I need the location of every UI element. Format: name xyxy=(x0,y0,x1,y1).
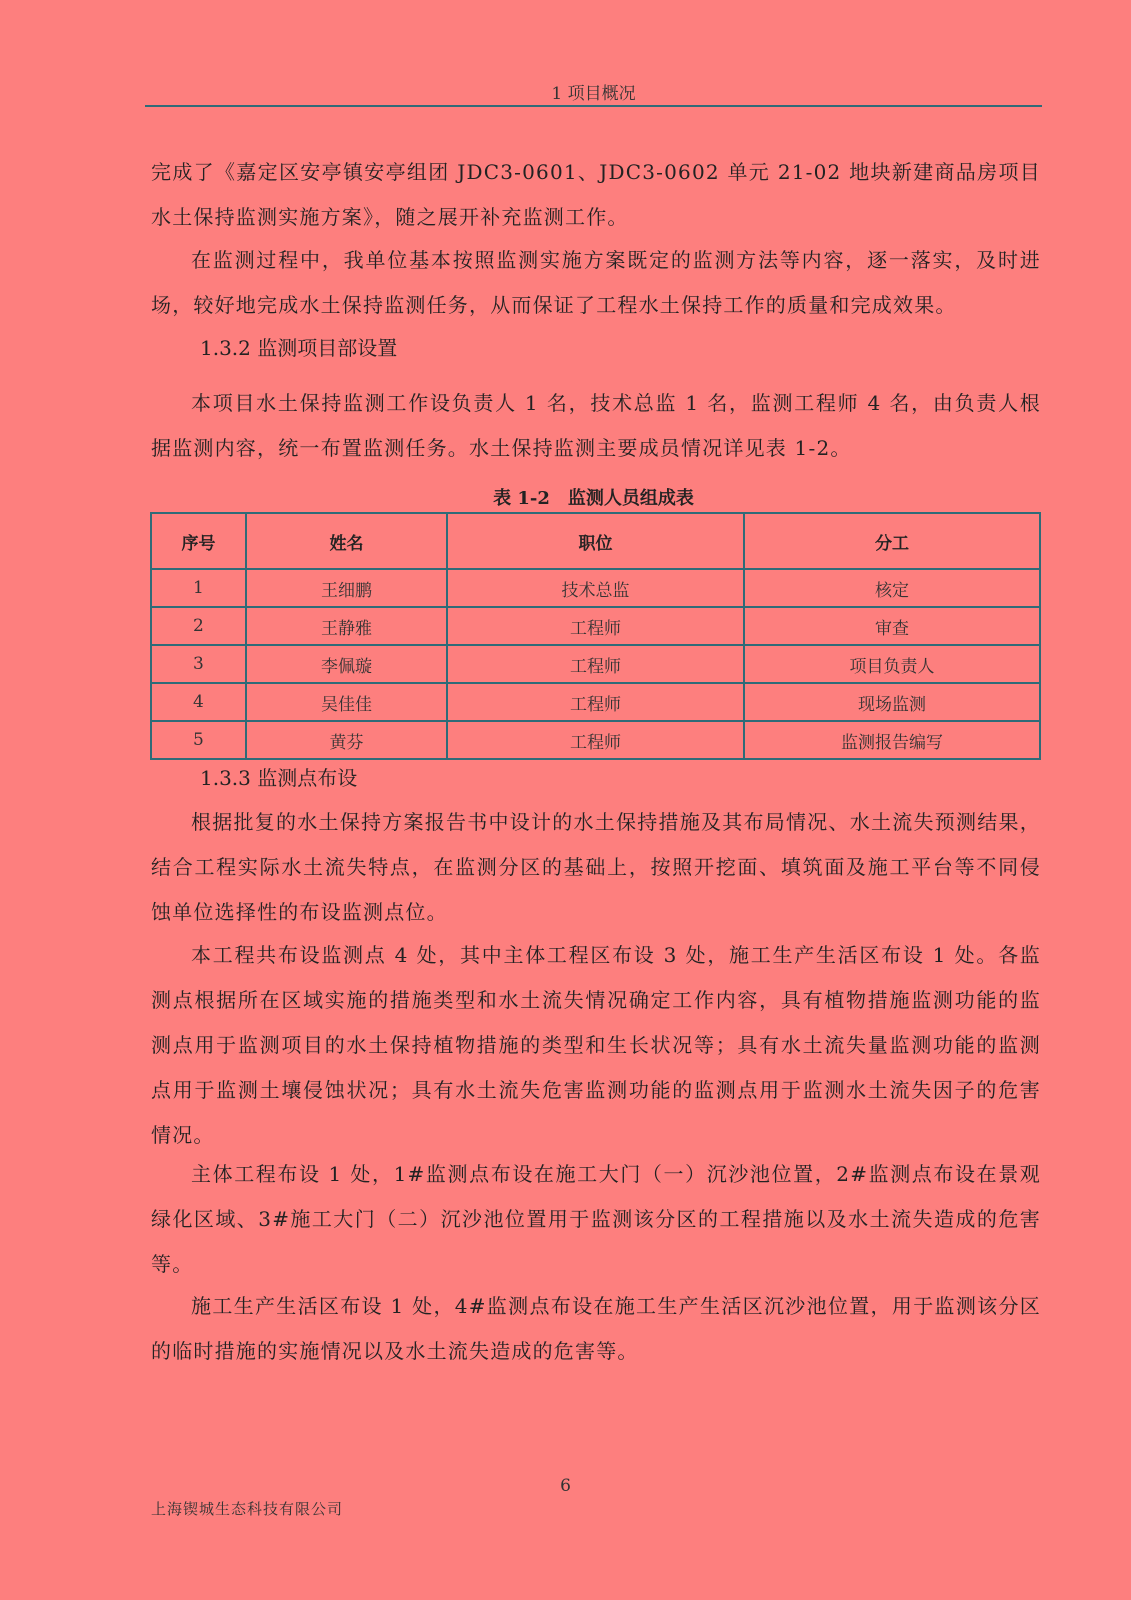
cell-duty: 监测报告编写 xyxy=(744,721,1040,759)
cell-index: 4 xyxy=(151,683,246,721)
table-row xyxy=(151,645,1040,683)
page-number: 6 xyxy=(560,1476,571,1496)
cell-index: 5 xyxy=(151,721,246,759)
cell-index: 1 xyxy=(151,569,246,607)
table-caption: 表 1-2 监测人员组成表 xyxy=(493,488,694,509)
cell-position: 工程师 xyxy=(447,645,744,683)
cell-index: 3 xyxy=(151,645,246,683)
cell-position: 工程师 xyxy=(447,683,744,721)
header-cell-index: 序号 xyxy=(151,513,246,569)
paragraph-construction-area-points: 施工生产生活区布设 1 处，4#监测点布设在施工生产生活区沉沙池位置，用于监测该分区的临时措施的实施情况以及水土流失造成的危害等。 xyxy=(151,1294,1041,1363)
company-name: 上海锲城生态科技有限公司 xyxy=(151,1500,344,1518)
paragraph-monitoring-process: 在监测过程中，我单位基本按照监测实施方案既定的监测方法等内容，逐一落实，及时进场，较好地完成水土保持监测任务，从而保证了工程水土保持工作的质量和完成效果。 xyxy=(151,248,1041,317)
cell-position: 工程师 xyxy=(447,721,744,759)
cell-duty: 审查 xyxy=(744,607,1040,645)
cell-index: 2 xyxy=(151,607,246,645)
cell-name: 王静雅 xyxy=(246,607,447,645)
section-heading-1-3-2: 1.3.2 监测项目部设置 xyxy=(200,336,398,360)
cell-name: 黄芬 xyxy=(246,721,447,759)
table-header-row xyxy=(151,513,1040,569)
table-row xyxy=(151,683,1040,721)
table-row xyxy=(151,569,1040,607)
cell-position: 技术总监 xyxy=(447,569,744,607)
paragraph-point-basis: 根据批复的水土保持方案报告书中设计的水土保持措施及其布局情况、水土流失预测结果，结合工程实际水土流失特点，在监测分区的基础上，按照开挖面、填筑面及施工平台等不同侵蚀单位选择性的布设监测点位。 xyxy=(151,810,1041,924)
cell-name: 吴佳佳 xyxy=(246,683,447,721)
cell-name: 李佩璇 xyxy=(246,645,447,683)
monitoring-staff-table xyxy=(150,512,1041,760)
section-heading-1-3-3: 1.3.3 监测点布设 xyxy=(200,766,358,790)
table-row xyxy=(151,607,1040,645)
cell-name: 王细鹏 xyxy=(246,569,447,607)
cell-duty: 项目负责人 xyxy=(744,645,1040,683)
paragraph-point-count: 本工程共布设监测点 4 处，其中主体工程区布设 3 处，施工生产生活区布设 1 处。各监测点根据所在区域实施的措施类型和水土流失情况确定工作内容，具有植物措施监测功能的监测点用于监测项目的水土保持植物措施的类型和生长状况等；具有水土流失量监测功能的监测点用于监测土壤侵蚀状况；具有水土流失危害监测功能的监测点用于监测水土流失因子的危害情况。 xyxy=(151,943,1041,1147)
cell-duty: 核定 xyxy=(744,569,1040,607)
running-header: 1 项目概况 xyxy=(551,84,636,104)
cell-position: 工程师 xyxy=(447,607,744,645)
paragraph-plan-completed: 完成了《嘉定区安亭镇安亭组团 JDC3-0601、JDC3-0602 单元 21-02 地块新建商品房项目水土保持监测实施方案》，随之展开补充监测工作。 xyxy=(151,160,1041,229)
header-cell-position: 职位 xyxy=(447,513,744,569)
paragraph-main-works-points: 主体工程布设 1 处，1#监测点布设在施工大门（一）沉沙池位置，2#监测点布设在景观绿化区域、3#施工大门（二）沉沙池位置用于监测该分区的工程措施以及水土流失造成的危害等。 xyxy=(151,1162,1041,1276)
header-cell-duty: 分工 xyxy=(744,513,1040,569)
cell-duty: 现场监测 xyxy=(744,683,1040,721)
header-cell-name: 姓名 xyxy=(246,513,447,569)
paragraph-project-team: 本项目水土保持监测工作设负责人 1 名，技术总监 1 名，监测工程师 4 名，由负责人根据监测内容，统一布置监测任务。水土保持监测主要成员情况详见表 1-2。 xyxy=(151,391,1041,460)
header-rule xyxy=(145,105,1042,107)
table-row xyxy=(151,721,1040,759)
